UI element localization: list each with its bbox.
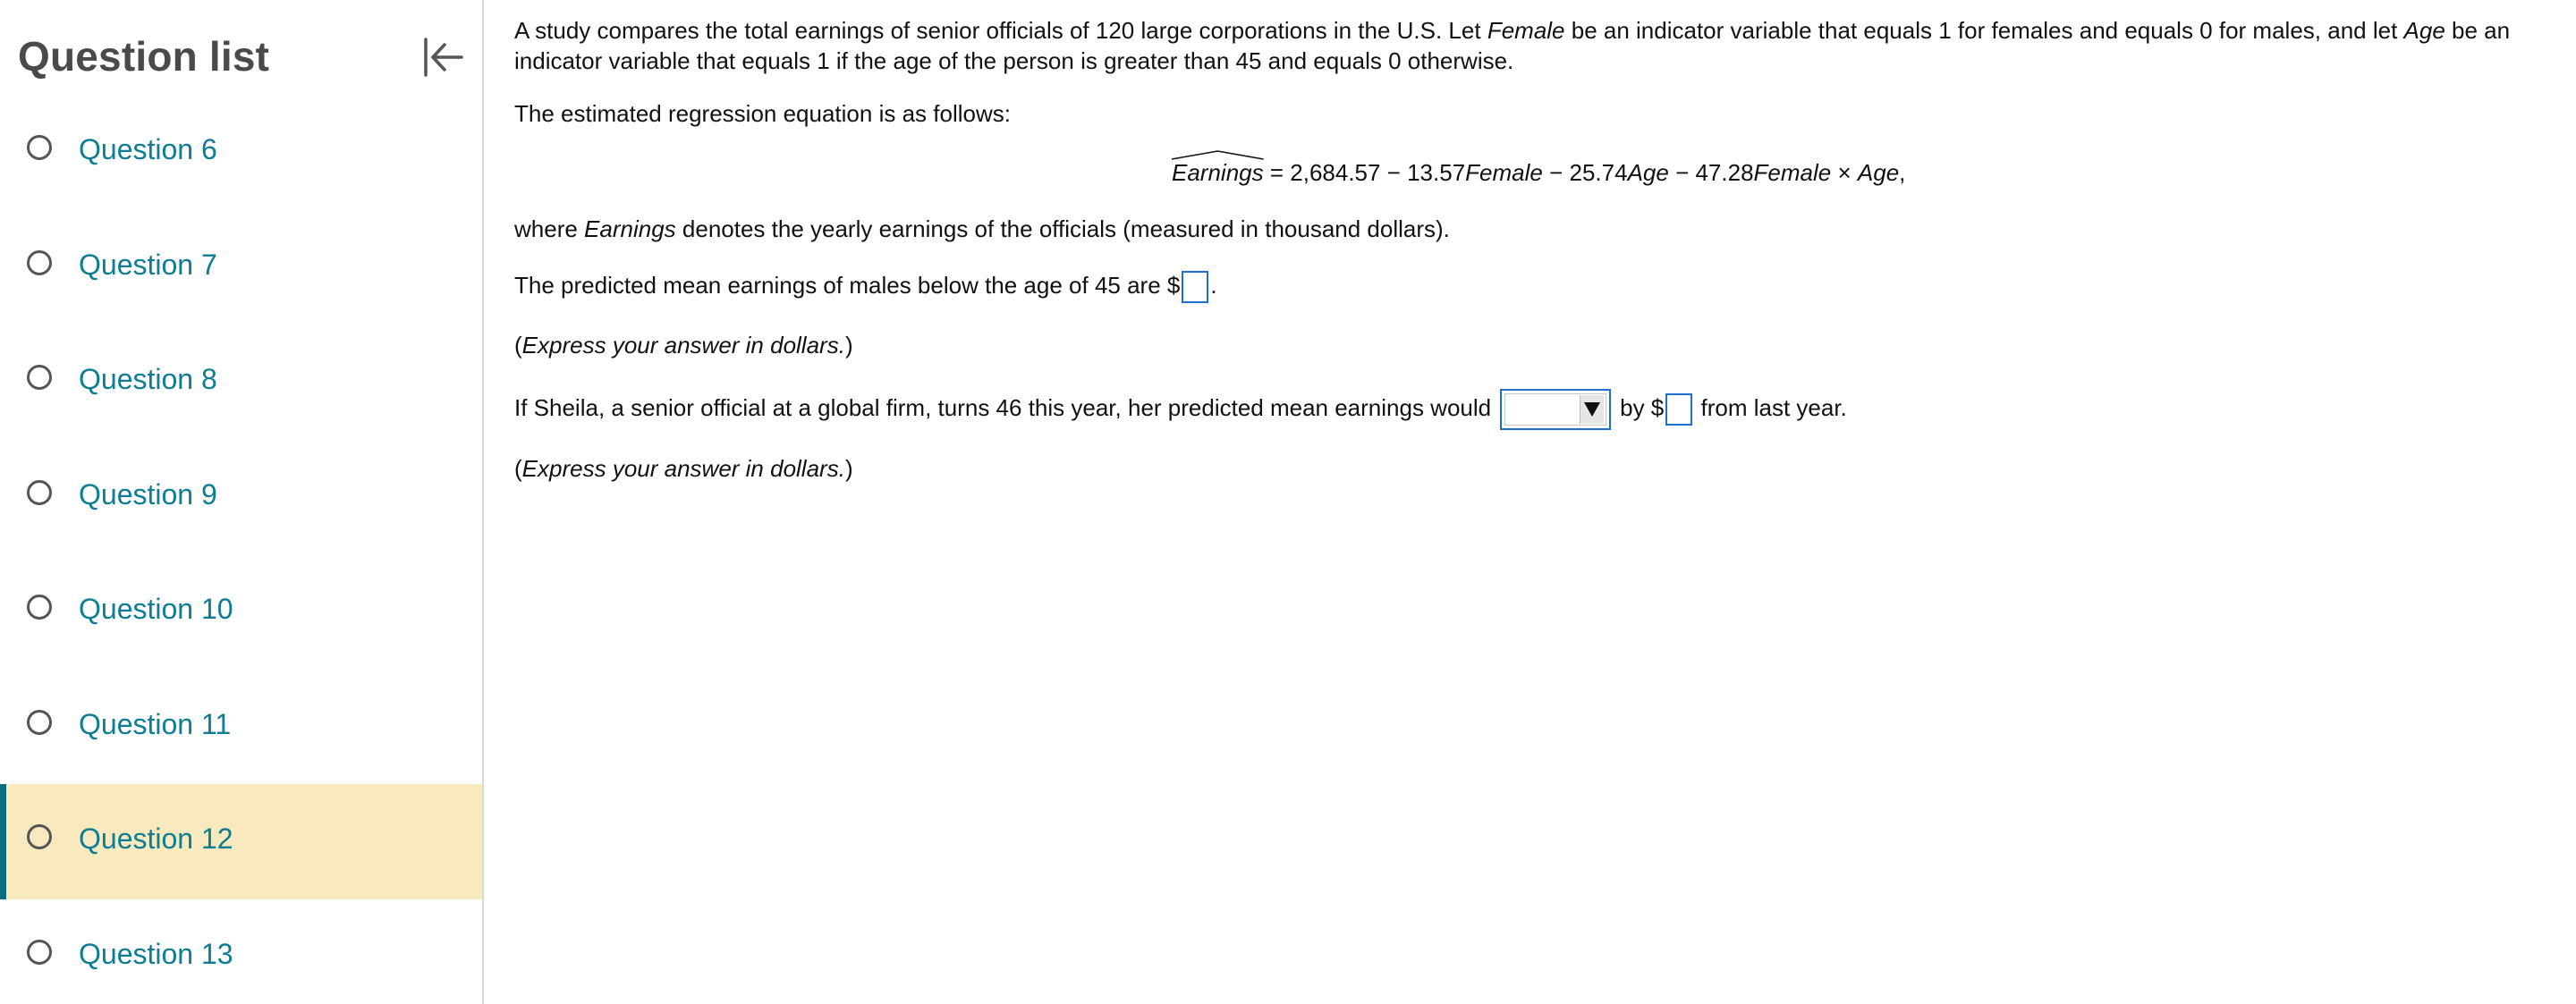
status-circle-icon — [27, 365, 52, 390]
part-2-by: by $ — [1620, 393, 1665, 421]
question-item-12[interactable] — [0, 784, 482, 899]
express-hint-text: Express your answer in dollars. — [521, 455, 845, 482]
question-item-9[interactable] — [0, 440, 482, 555]
equation-end: , — [1899, 159, 1906, 186]
answer-input-2[interactable] — [1665, 393, 1692, 426]
question-label[interactable]: Question 12 — [79, 823, 233, 855]
question-label[interactable]: Question 9 — [79, 477, 217, 510]
paren-open: ( — [514, 455, 522, 482]
equation-part: − 47.28 — [1668, 159, 1754, 186]
dropdown-arrow-button[interactable] — [1580, 395, 1604, 424]
regression-equation — [1172, 158, 1905, 187]
where-definition — [514, 215, 1450, 243]
part-1-prompt — [514, 271, 1217, 303]
times-symbol: × — [1831, 159, 1858, 186]
status-circle-icon — [27, 824, 52, 849]
part-2-end: from last year. — [1700, 393, 1847, 421]
part-1-text: The predicted mean earnings of males below the age of 45 are $ — [514, 272, 1181, 299]
collapse-sidebar-button[interactable] — [417, 32, 470, 82]
status-circle-icon — [27, 480, 52, 505]
question-label[interactable]: Question 11 — [79, 707, 232, 740]
regression-intro: The estimated regression equation is as follows: — [514, 100, 1011, 127]
age-variable: Age — [1857, 159, 1900, 186]
question-item-8[interactable] — [0, 325, 482, 440]
question-label[interactable]: Question 6 — [79, 133, 217, 165]
question-list — [0, 95, 482, 1004]
question-label[interactable]: Question 10 — [79, 593, 233, 625]
where-text: denotes the yearly earnings of the officials (measured in thousand dollars). — [675, 215, 1450, 242]
question-item-13[interactable] — [0, 899, 482, 1004]
female-variable: Female — [1487, 17, 1565, 44]
express-hint-1 — [514, 331, 853, 359]
intro-text: be an — [2445, 17, 2511, 44]
question-intro-line-1 — [514, 16, 2510, 45]
female-variable: Female — [1465, 159, 1543, 186]
where-text: where — [514, 215, 585, 242]
question-intro-line-2: indicator variable that equals 1 if the age of the person is greater than 45 and equals 0 otherwise. — [514, 47, 1514, 74]
answer-input-1[interactable] — [1182, 271, 1208, 303]
question-item-10[interactable] — [0, 554, 482, 670]
question-label[interactable]: Question 8 — [79, 363, 217, 395]
question-label[interactable]: Question 13 — [79, 937, 233, 970]
equation-part: = 2,684.57 − 13.57 — [1263, 159, 1466, 186]
age-variable: Age — [2403, 17, 2445, 44]
paren-close: ) — [844, 332, 853, 359]
status-circle-icon — [27, 595, 52, 620]
paren-close: ) — [844, 455, 853, 482]
part-1-end: . — [1210, 272, 1217, 299]
question-item-6[interactable] — [0, 95, 482, 210]
paren-open: ( — [514, 332, 522, 359]
express-hint-text: Express your answer in dollars. — [521, 332, 845, 359]
earnings-variable: Earnings — [584, 215, 676, 242]
equation-part: − 25.74 — [1542, 159, 1628, 186]
question-list-sidebar — [0, 0, 484, 1004]
part-2-text: If Sheila, a senior official at a global firm, turns 46 this year, her predicted mean earnings would — [514, 393, 1492, 421]
question-label[interactable]: Question 7 — [79, 248, 217, 281]
question-item-11[interactable] — [0, 670, 482, 785]
status-circle-icon — [27, 710, 52, 735]
status-circle-icon — [27, 940, 52, 965]
female-variable: Female — [1753, 159, 1832, 186]
age-variable: Age — [1627, 159, 1669, 186]
status-circle-icon — [27, 250, 52, 275]
part-2-prompt — [514, 389, 1847, 430]
question-item-7[interactable] — [0, 210, 482, 325]
express-hint-2 — [514, 454, 853, 483]
earnings-hat — [1172, 158, 1264, 187]
earnings-variable: Earnings — [1172, 159, 1264, 186]
hat-symbol — [1172, 149, 1264, 160]
sidebar-title: Question list — [18, 33, 270, 80]
collapse-left-icon — [417, 32, 470, 82]
direction-dropdown[interactable] — [1500, 389, 1611, 430]
intro-text: A study compares the total earnings of senior officials of 120 large corporations in the U.S. Let — [514, 17, 1487, 44]
intro-text: be an indicator variable that equals 1 for females and equals 0 for males, and let — [1564, 17, 2404, 44]
triangle-down-icon — [1583, 401, 1601, 418]
status-circle-icon — [27, 135, 52, 160]
